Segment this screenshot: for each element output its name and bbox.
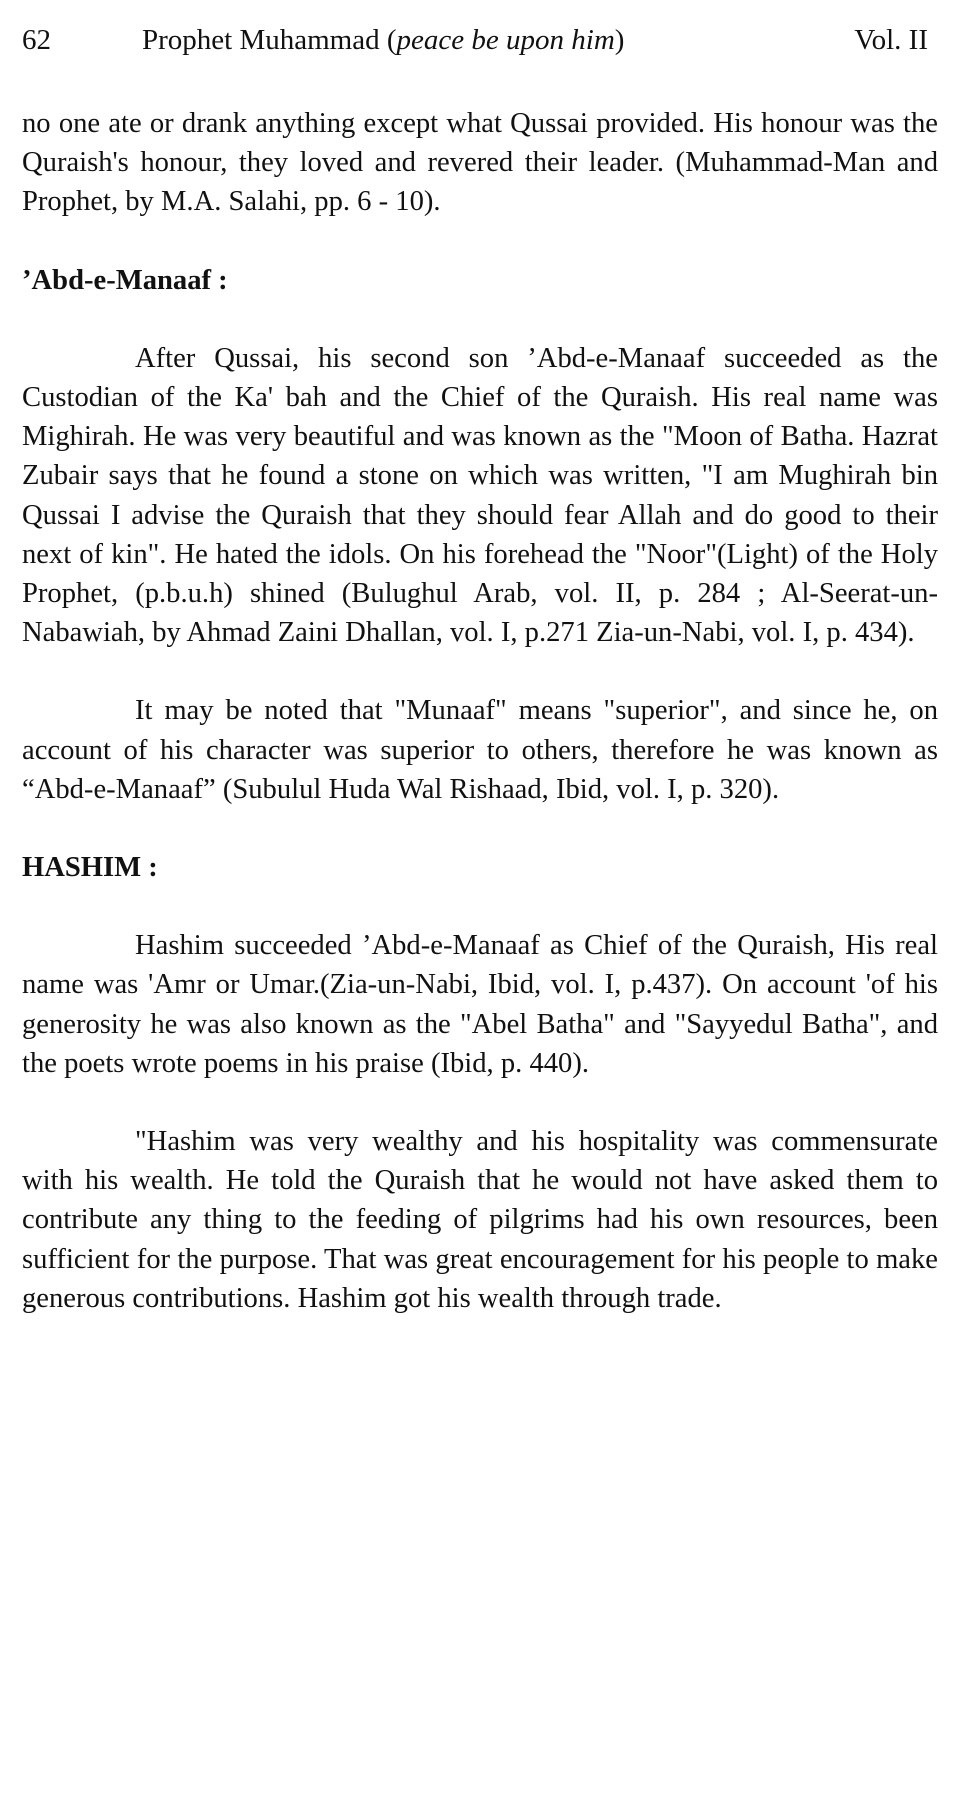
running-title: Prophet Muhammad (peace be upon him) [142,24,625,56]
paragraph-munaaf-meaning: It may be noted that "Munaaf" means "superior", and since he, on account of his character was superior to others, therefore he was known as “Abd-e-Manaaf” (Subulul Huda Wal Rishaad, Ibid, vol. I, p. 320). [22,695,938,805]
section-heading-abd-e-manaaf: ’Abd-e-Manaaf : [22,264,228,296]
paragraph-continuation: no one ate or drank anything except what Qussai provided. His honour was the Quraish's honour, they loved and revered their leader. (Muhammad-Man and Prophet, by M.A. Salahi, pp. 6 - 10). [22,108,938,218]
running-title-italic: peace be upon him [396,24,615,56]
paragraph-hashim-succession: Hashim succeeded ’Abd-e-Manaaf as Chief of the Quraish, His real name was 'Amr or Umar.(Zia-un-Nabi, Ibid, vol. I, p.437). On account 'of his generosity he was also known as the "Abel Batha" and "Sayyedul Batha", and the poets wrote poems in his praise (Ibid, p. 440). [22,930,938,1079]
paragraph-abd-e-manaaf-succession: After Qussai, his second son ’Abd-e-Manaaf succeeded as the Custodian of the Ka' bah and the Chief of the Quraish. His real name was Mighirah. He was very beautiful and was known as the "Moon of Batha. Hazrat Zubair says that he found a stone on which was written, "I am Mughirah bin Qussai I advise the Quraish that they should fear Allah and do good to their next of kin". He hated the idols. On his forehead the "Noor"(Light) of the Holy Prophet, (p.b.u.h) shined (Bulughul Arab, vol. II, p. 284 ; Al-Seerat-un-Nabawiah, by Ahmad Zaini Dhallan, vol. I, p.271 Zia-un-Nabi, vol. I, p. 434). [22,342,938,649]
page-number: 62 [22,24,51,56]
page-header [22,18,940,62]
section-heading-hashim: HASHIM : [22,852,158,884]
running-title-main: Prophet Muhammad [142,24,387,56]
page-body [22,104,938,1318]
volume-label: Vol. II [854,24,928,56]
paragraph-hashim-wealth: "Hashim was very wealthy and his hospitality was commensurate with his wealth. He told the Quraish that he would not have asked them to contribute any thing to the feeding of pilgrims had his own resources, been sufficient for the purpose. That was great encouragement for his people to make generous contributions. Hashim got his wealth through trade. [22,1126,938,1314]
